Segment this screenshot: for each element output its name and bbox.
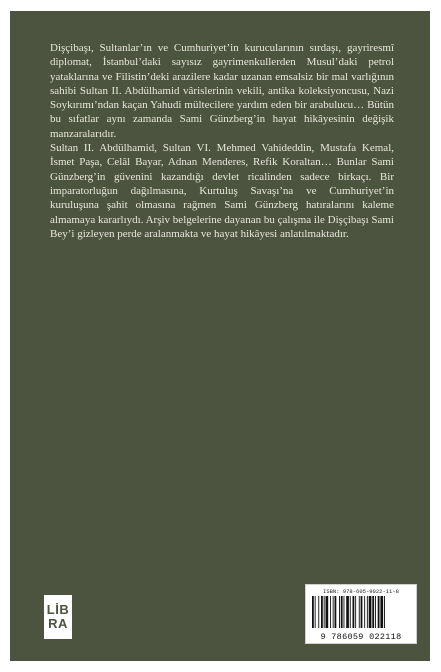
blurb-paragraph: Sultan II. Abdülhamid, Sultan VI. Mehmed Vahideddin, Mustafa Kemal, İsmet Paşa, Celâl Bayar, Adnan Menderes, Refik Koraltan… Bunlar Sami Günzberg’in güvenini kazandığı devlet ricalinden sadece birkaçı. Bir imparatorluğun dağılmasına, Kurtuluş Savaşı’na ve Cumhuriyet’in kuruluşuna şahit olmasına rağmen Sami Günzberg hatıralarını kaleme almamaya kararlıydı. Arşiv belgelerine dayanan bu çalışma ile Dişçibaşı Sami Bey’i gizleyen perde aralanmakta ve hayat hikâyesi anlatılmaktadır. [50,142,394,240]
barcode-bar [355,596,356,628]
barcode-bar [335,596,337,628]
barcode-bar [369,596,372,628]
barcode-bar [367,596,368,628]
barcode-bar [361,596,363,628]
barcode-bar [359,596,360,628]
barcode-bar [346,596,349,628]
book-back-cover [10,11,430,661]
barcode-bar [384,596,385,628]
barcode-number: 9 786059 022118 [320,632,402,642]
publisher-logo [44,595,72,639]
barcode-bar [372,596,374,628]
isbn-label: ISBN: 978-605-9022-11-8 [323,588,399,595]
barcode-bar [380,596,383,628]
barcode-bar [315,596,316,628]
barcode-bar [341,596,343,628]
barcode-bar [321,596,323,628]
isbn-barcode [305,584,417,644]
barcode-bars [312,596,410,628]
barcode-bar [364,596,365,628]
barcode-bar [318,596,319,628]
barcode-bar [333,596,334,628]
barcode-bar [378,596,380,628]
barcode-bar [326,596,329,628]
barcode-bar [330,596,331,628]
barcode-bar [353,596,355,628]
barcode-bar [324,596,325,628]
back-cover-blurb [50,41,394,241]
barcode-bar [344,596,345,628]
barcode-bar [339,596,340,628]
publisher-logo-line: LİB [46,602,70,617]
barcode-bar [350,596,351,628]
barcode-bar [312,596,314,628]
blurb-paragraph: Dişçibaşı, Sultanlar’ın ve Cumhuriyet’in kurucularının sırdaşı, gayriresmî diplomat, İstanbul’daki sayısız gayrimenkullerden Musul’daki petrol yataklarına ve Filistin’deki arazilere kadar uzanan emsalsiz bir mal varlığının sahibi Sultan II. Abdülhamid vârislerinin vekili, antika koleksiyoncusu, Nazi Soykırımı’ndan kaçan Yahudi mültecilere yardım eden bir arabulucu… Bütün bu sıfatlar aynı zamanda Sami Günzberg’in hayat hikâyesinin değişik manzaralarıdır. [50,42,394,140]
publisher-logo-line: RA [48,616,68,631]
barcode-bar [375,596,376,628]
